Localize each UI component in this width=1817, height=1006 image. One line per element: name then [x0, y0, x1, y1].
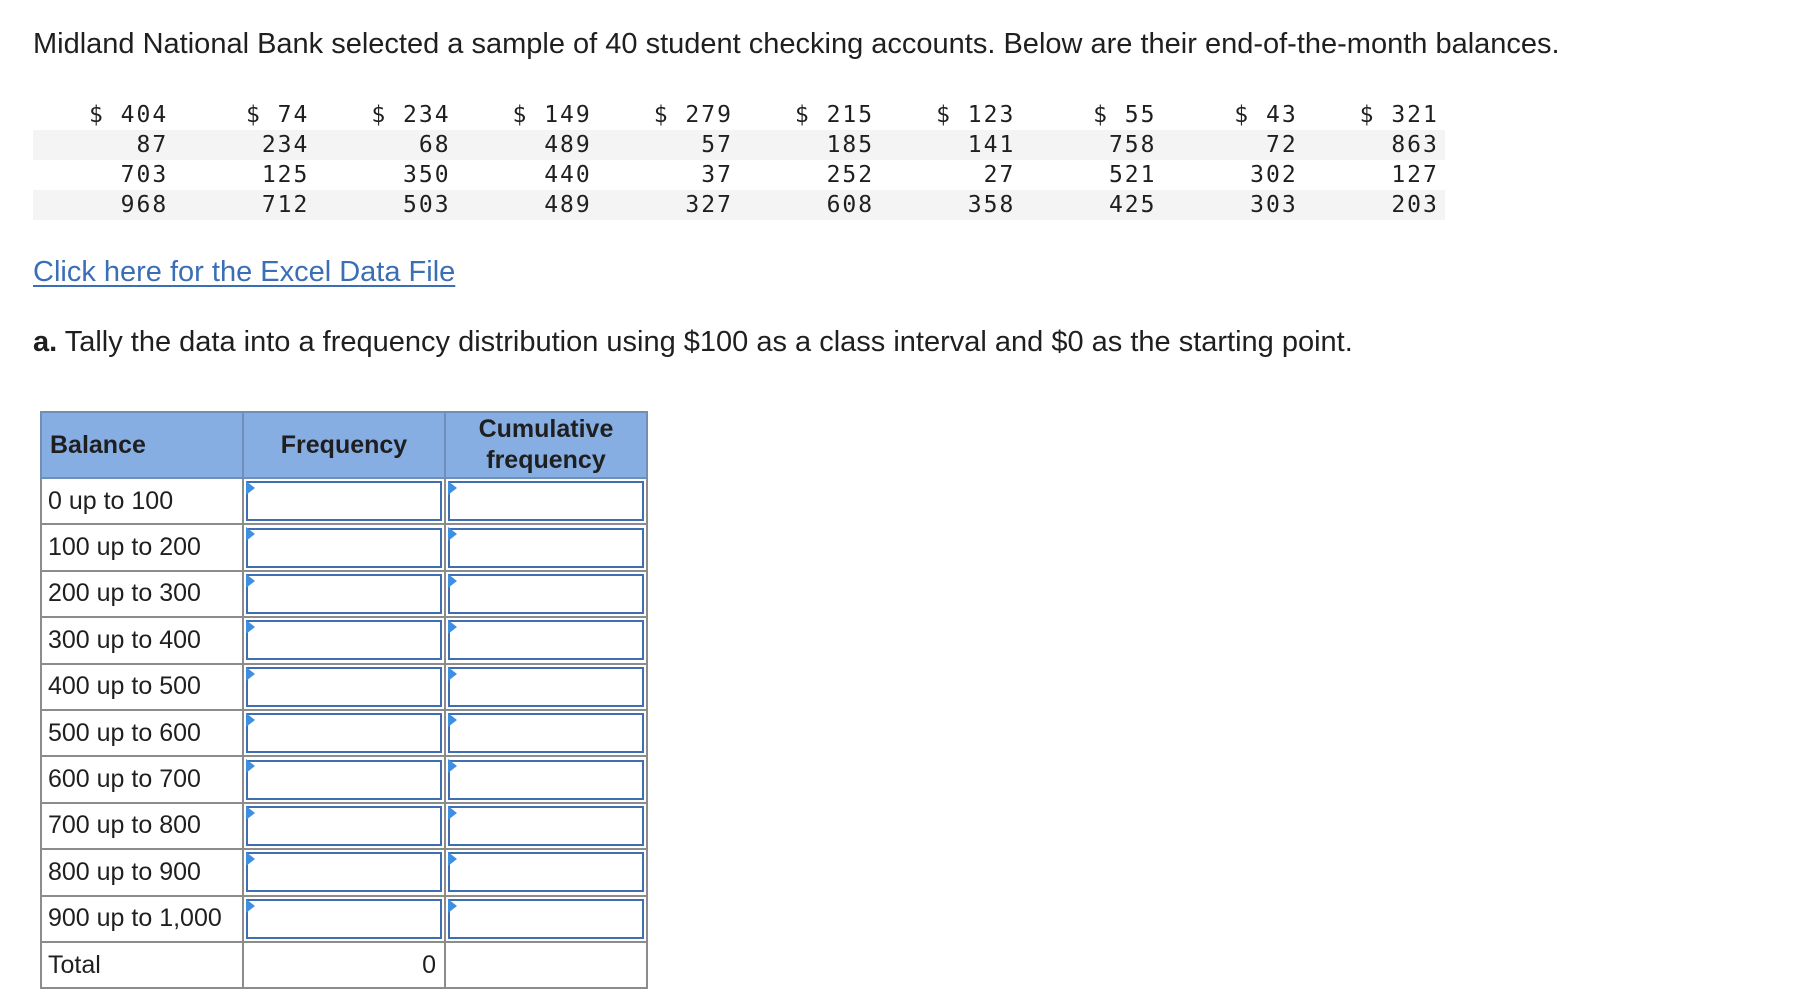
balance-value: 127	[1391, 162, 1439, 188]
frequency-table-row	[41, 803, 647, 849]
cumulative-frequency-input-cell	[445, 896, 647, 942]
cumulative-frequency-input-cell	[445, 617, 647, 663]
frequency-input-cell	[243, 478, 445, 524]
frequency-input-cell	[243, 849, 445, 895]
cumulative-frequency-input[interactable]	[448, 899, 644, 939]
frequency-table-row	[41, 617, 647, 663]
frequency-table-row	[41, 524, 647, 570]
class-interval-label: 900 up to 1,000	[41, 896, 243, 942]
balance-value: 968	[33, 190, 174, 220]
input-marker-icon	[246, 527, 255, 541]
frequency-input-cell	[243, 710, 445, 756]
excel-data-file-link[interactable]: Click here for the Excel Data File	[33, 256, 456, 288]
balance-value: 252	[826, 162, 875, 188]
balance-value: 440	[544, 162, 592, 188]
frequency-input-cell	[243, 617, 445, 663]
input-marker-icon	[448, 667, 457, 681]
balance-value: 234	[174, 130, 315, 160]
class-interval-label: 600 up to 700	[41, 756, 243, 802]
class-interval-label: 200 up to 300	[41, 571, 243, 617]
class-interval-label: 300 up to 400	[41, 617, 243, 663]
frequency-input[interactable]	[246, 528, 442, 568]
cumulative-frequency-input[interactable]	[448, 481, 644, 521]
problem-intro-text: Midland National Bank selected a sample of 40 student checking accounts. Below are their end-of-the-month balances.	[33, 28, 1560, 60]
cumulative-frequency-input[interactable]	[448, 620, 644, 660]
balance-value: $ 43	[1234, 102, 1298, 128]
cumulative-frequency-input-cell	[445, 849, 647, 895]
input-marker-icon	[246, 759, 255, 773]
input-marker-icon	[246, 899, 255, 913]
frequency-table-row	[41, 896, 647, 942]
balance-value: 57	[598, 130, 739, 160]
question-a-label: a.	[33, 326, 58, 358]
balance-value: 68	[315, 130, 456, 160]
input-marker-icon	[448, 899, 457, 913]
total-label: Total	[41, 942, 243, 988]
frequency-distribution-table	[40, 411, 648, 989]
balance-value: 758	[1021, 130, 1162, 160]
input-marker-icon	[448, 620, 457, 634]
balance-value: 703	[120, 162, 169, 188]
balance-value: $ 55	[1093, 102, 1157, 128]
class-interval-label: 0 up to 100	[41, 478, 243, 524]
balance-value: 489	[457, 130, 598, 160]
balance-value: $ 279	[653, 102, 733, 128]
balance-value: $ 149	[512, 102, 592, 128]
input-marker-icon	[448, 713, 457, 727]
input-marker-icon	[448, 481, 457, 495]
frequency-input[interactable]	[246, 620, 442, 660]
question-a	[33, 324, 1353, 360]
balances-row	[33, 160, 1445, 190]
balance-value: $ 404	[88, 102, 169, 128]
balance-value: $ 321	[1359, 102, 1439, 128]
question-a-text: Tally the data into a frequency distribution using $100 as a class interval and $0 as the starting point.	[64, 326, 1353, 358]
input-marker-icon	[448, 759, 457, 773]
total-frequency-value: 0	[243, 942, 445, 988]
frequency-input[interactable]	[246, 806, 442, 846]
header-cumulative-frequency: Cumulative frequency	[445, 412, 647, 478]
input-marker-icon	[246, 574, 255, 588]
balance-value: 125	[261, 162, 310, 188]
frequency-input-cell	[243, 756, 445, 802]
frequency-input[interactable]	[246, 852, 442, 892]
balance-value: 425	[1021, 190, 1162, 220]
balance-value: 87	[33, 130, 174, 160]
cumulative-frequency-input-cell	[445, 524, 647, 570]
frequency-table-header-row	[41, 412, 647, 478]
cumulative-frequency-input-cell	[445, 571, 647, 617]
input-marker-icon	[246, 713, 255, 727]
input-marker-icon	[246, 481, 255, 495]
frequency-input[interactable]	[246, 667, 442, 707]
balance-value: 203	[1304, 190, 1445, 220]
input-marker-icon	[246, 852, 255, 866]
balance-value: $ 215	[794, 102, 875, 128]
balance-value: $ 234	[371, 102, 451, 128]
cumulative-frequency-input[interactable]	[448, 760, 644, 800]
balance-value: 863	[1304, 130, 1445, 160]
cumulative-frequency-input[interactable]	[448, 528, 644, 568]
frequency-input[interactable]	[246, 760, 442, 800]
balance-value: 503	[315, 190, 456, 220]
input-marker-icon	[246, 806, 255, 820]
cumulative-frequency-input[interactable]	[448, 713, 644, 753]
balance-value: 350	[403, 162, 451, 188]
balance-value: 185	[739, 130, 880, 160]
balance-value: 72	[1163, 130, 1304, 160]
cumulative-frequency-input-cell	[445, 664, 647, 710]
balance-value: 327	[598, 190, 739, 220]
balance-value: 712	[174, 190, 315, 220]
cumulative-frequency-input-cell	[445, 803, 647, 849]
balances-row	[33, 100, 1445, 130]
frequency-table-row	[41, 710, 647, 756]
frequency-table-row	[41, 571, 647, 617]
balance-value: 521	[1108, 162, 1157, 188]
frequency-input-cell	[243, 524, 445, 570]
balance-value: 37	[701, 162, 733, 188]
balance-value: 358	[880, 190, 1021, 220]
total-row	[41, 942, 647, 988]
balance-value: 608	[739, 190, 880, 220]
class-interval-label: 400 up to 500	[41, 664, 243, 710]
cumulative-frequency-input[interactable]	[448, 574, 644, 614]
frequency-input[interactable]	[246, 899, 442, 939]
frequency-table-row	[41, 849, 647, 895]
balance-value: 489	[457, 190, 598, 220]
class-interval-label: 700 up to 800	[41, 803, 243, 849]
balance-value: 27	[983, 162, 1016, 188]
frequency-input[interactable]	[246, 481, 442, 521]
frequency-table-row	[41, 664, 647, 710]
class-interval-label: 500 up to 600	[41, 710, 243, 756]
input-marker-icon	[246, 620, 255, 634]
cumulative-frequency-input-cell	[445, 756, 647, 802]
class-interval-label: 100 up to 200	[41, 524, 243, 570]
class-interval-label: 800 up to 900	[41, 849, 243, 895]
frequency-input-cell	[243, 803, 445, 849]
input-marker-icon	[448, 852, 457, 866]
header-balance: Balance	[41, 412, 243, 478]
frequency-table-row	[41, 478, 647, 524]
balance-value: 302	[1250, 162, 1298, 188]
cumulative-frequency-input-cell	[445, 478, 647, 524]
frequency-input[interactable]	[246, 574, 442, 614]
header-frequency: Frequency	[243, 412, 445, 478]
input-marker-icon	[246, 667, 255, 681]
input-marker-icon	[448, 806, 457, 820]
balances-row	[33, 190, 1445, 220]
cumulative-frequency-input[interactable]	[448, 806, 644, 846]
balance-value: $ 74	[245, 102, 310, 128]
balances-data-table	[33, 100, 1445, 220]
balance-value: 141	[880, 130, 1021, 160]
frequency-input[interactable]	[246, 713, 442, 753]
frequency-input-cell	[243, 571, 445, 617]
input-marker-icon	[448, 527, 457, 541]
cumulative-frequency-input-cell	[445, 710, 647, 756]
frequency-input-cell	[243, 664, 445, 710]
total-cumulative-cell	[445, 942, 647, 988]
frequency-input-cell	[243, 896, 445, 942]
input-marker-icon	[448, 574, 457, 588]
balances-row	[33, 130, 1445, 160]
cumulative-frequency-input[interactable]	[448, 667, 644, 707]
balance-value: 303	[1163, 190, 1304, 220]
cumulative-frequency-input[interactable]	[448, 852, 644, 892]
frequency-table-row	[41, 756, 647, 802]
balance-value: $ 123	[936, 102, 1016, 128]
